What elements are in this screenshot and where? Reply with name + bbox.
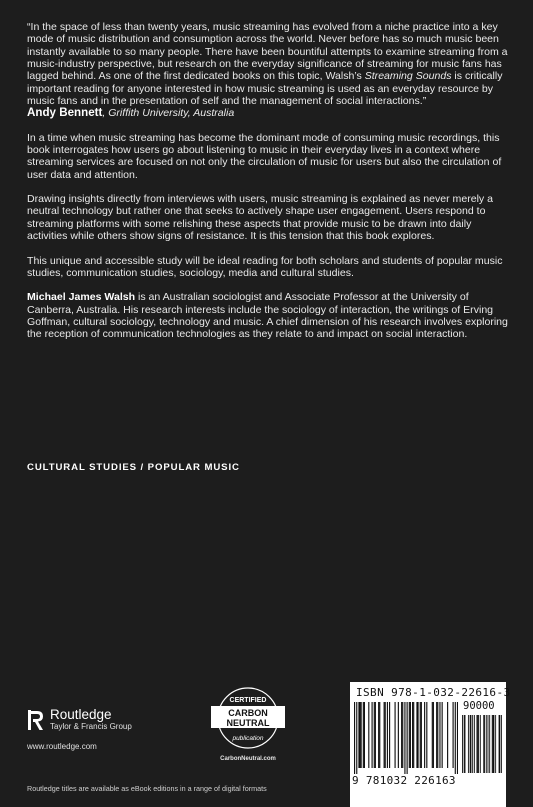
barcode-bar [410, 702, 411, 768]
routledge-r-icon [27, 709, 45, 731]
barcode-bar [432, 702, 433, 768]
barcode-bar [424, 702, 425, 768]
price-code-text: 90000 [463, 700, 495, 712]
barcode-bar [387, 702, 388, 768]
addon-bar [478, 715, 479, 773]
barcode-bar [398, 702, 399, 768]
barcode-bar [453, 702, 454, 768]
addon-bar [492, 715, 493, 773]
author-bio-text: is an Australian sociologist and Associate Professor at the University of Canberra, Australia. His research interests include the sociology of interaction, the writings of Erving Goffman, cultural sociology, technology and music. A chief dimension of his research involves exploring the reception of communication technologies as they relate to and impact on social interaction. [27, 291, 508, 341]
barcode-bar [417, 702, 418, 768]
addon-bar [483, 715, 484, 773]
footer [0, 660, 533, 800]
barcode-bar [378, 702, 379, 768]
barcode-bar [385, 702, 386, 768]
carbon-neutral-url: CarbonNeutral.com [220, 756, 276, 762]
carbon-neutral-seal-icon [205, 678, 291, 758]
addon-bar [499, 715, 500, 773]
addon-bar [495, 715, 496, 773]
barcode-bar [439, 702, 440, 768]
barcode-bar [421, 702, 422, 768]
endorser-name: Andy Bennett [27, 106, 103, 120]
addon-bar [472, 715, 473, 773]
barcode-bar [384, 702, 385, 768]
carbon-publication-text: publication [232, 735, 264, 742]
addon-bar [501, 715, 502, 773]
barcode-bar [358, 702, 359, 768]
barcode-bar [356, 702, 357, 774]
barcode-bar [404, 702, 405, 774]
isbn-barcode [350, 682, 511, 807]
barcode-bar [402, 702, 403, 768]
barcode-bar [401, 702, 402, 768]
addon-barcode-bars [462, 715, 502, 773]
barcode-bar [409, 702, 410, 768]
addon-bar [499, 715, 500, 773]
barcode-bar [372, 702, 373, 768]
addon-bar [468, 715, 469, 773]
addon-bar [489, 715, 490, 773]
barcode-bar [426, 702, 427, 768]
endorsement-quote [27, 21, 509, 107]
barcode-bar [375, 702, 376, 768]
author-name: Michael James Walsh [27, 291, 136, 304]
ebook-disclaimer: Routledge titles are available as eBook editions in a range of digital formats [27, 784, 267, 793]
barcode-bar [374, 702, 375, 768]
barcode-bar [447, 702, 448, 768]
addon-bar [480, 715, 481, 773]
publisher-name: Routledge [50, 707, 112, 722]
carbon-line2-text: NEUTRAL [226, 718, 270, 728]
addon-bar [462, 715, 463, 773]
addon-bar [464, 715, 465, 773]
barcode-bar [368, 702, 369, 768]
barcode-bar [436, 702, 437, 768]
quote-text-2: is critically important reading for anyone interested in how music streaming is used as an everyday resource by music fans and in the presentation of self and the management of social interactions.” [27, 70, 503, 108]
description-paragraph-3: This unique and accessible study will be ideal reading for both scholars and students of popular music studies, communication studies, sociology, media and cultural studies. [27, 254, 503, 279]
addon-bar [488, 715, 489, 773]
addon-bar [474, 715, 475, 773]
barcode-bar [442, 702, 443, 768]
addon-bar [493, 715, 494, 773]
blurb [27, 21, 509, 353]
barcode-bar [413, 702, 414, 768]
publisher-url: www.routledge.com [27, 742, 97, 751]
publisher-group: Taylor & Francis Group [50, 722, 132, 731]
barcode-bar [407, 702, 408, 774]
carbon-line1-text: CARBON [228, 708, 268, 718]
barcode-bar [437, 702, 438, 768]
barcode-bar [361, 702, 362, 768]
carbon-certified-text: CERTIFIED [229, 697, 267, 704]
barcode-bar [364, 702, 365, 768]
barcode-bar [455, 702, 456, 774]
barcode-bar [416, 702, 417, 768]
barcode-bar [354, 702, 355, 774]
barcode-bar [359, 702, 360, 768]
barcode-bar [389, 702, 390, 768]
barcode-bar [363, 702, 364, 768]
ean-digits: 9 781032 226163 [352, 774, 456, 787]
barcode-bar [433, 702, 434, 768]
author-bio [27, 291, 509, 340]
endorser-affiliation: , Griffith University, Australia [102, 107, 235, 120]
barcode-bar [412, 702, 413, 768]
description-paragraph-2: Drawing insights directly from interviews with users, music streaming is explained as never merely a neutral technology but rather one that seeks to actively shape user engagement. Users respond to streaming platforms with some relishing these aspects that provide music to be drawn into daily activities while others show signs of resistance. It is this tension that this book explores. [27, 193, 493, 243]
subject-category: CULTURAL STUDIES / POPULAR MUSIC [27, 462, 240, 473]
barcode-bar [395, 702, 396, 768]
addon-bar [470, 715, 471, 773]
addon-bar [465, 715, 466, 773]
routledge-logo [27, 708, 132, 732]
addon-bar [484, 715, 485, 773]
barcode-bar [379, 702, 380, 768]
barcode-bar [457, 702, 458, 774]
addon-bar [486, 715, 487, 773]
addon-bar [476, 715, 477, 773]
addon-bar [471, 715, 472, 773]
ean-barcode-bars [354, 702, 458, 774]
barcode-bar [420, 702, 421, 768]
quote-text-1: “In the space of less than twenty years, music streaming has evolved from a niche practice into a key mode of music distribution and consumption across the world. Never before has so much music been instantly available to so many people. There have been bountiful attempts to examine streaming from a music-industry perspective, but research on the everyday significance of streaming for music fans has lagged behind. As one of the first dedicated books on this topic, Walsh’s [27, 21, 508, 83]
description-paragraph-1: In a time when music streaming has become the dominant mode of consuming music recordings, this book interrogates how users go about listening to music in their everyday lives in a context where streaming services are focused on not only the circulation of music for users but also the circulation of user data and attention. [27, 131, 502, 181]
isbn-text: ISBN 978-1-032-22616-3 [356, 686, 511, 699]
quote-book-title: Streaming Sounds [364, 70, 452, 83]
addon-bar [493, 715, 494, 773]
endorser [27, 107, 509, 119]
addon-bar [477, 715, 478, 773]
